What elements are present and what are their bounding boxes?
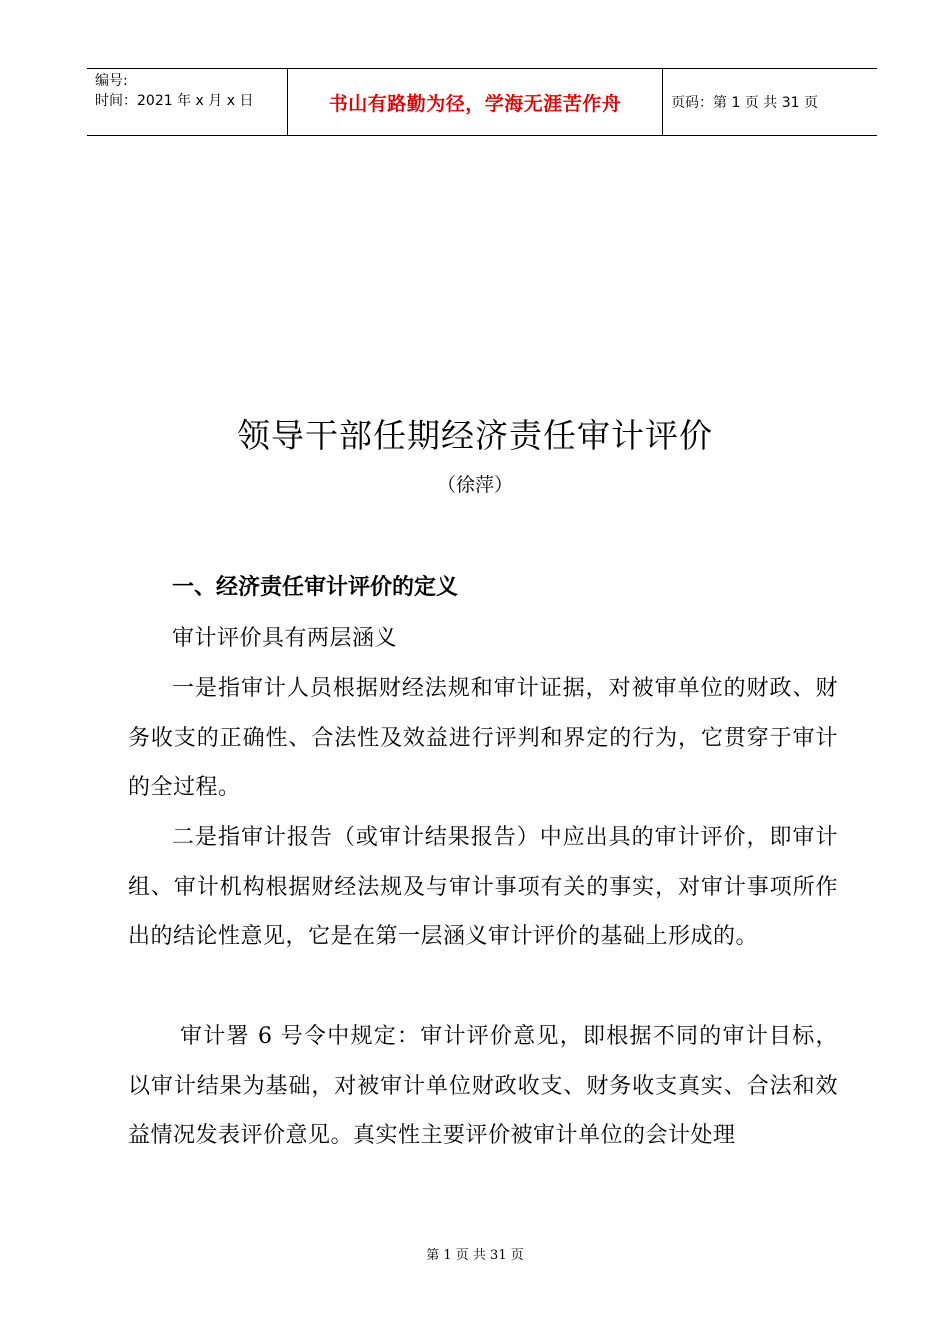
paragraph: 审计署 6 号令中规定：审计评价意见，即根据不同的审计目标，以审计结果为基础，对被审计单位财政收支、财务收支真实、合法和效益情况发表评价意见。真实性主要评价被审计单位的会计处理 (128, 1024, 838, 1148)
document-title: 领导干部任期经济责任审计评价 (237, 416, 713, 455)
time-label: 时间：2021 年 x 月 x 日 (95, 93, 254, 109)
section-heading: 一、经济责任审计评价的定义 (172, 575, 459, 600)
header-page-info: 页码：第 1 页 共 31 页 (671, 95, 818, 111)
number-label: 编号: (95, 73, 128, 89)
paragraph: 审计评价具有两层涵义 (172, 626, 398, 651)
document-author: （徐萍） (436, 474, 513, 496)
header-meta (95, 71, 285, 111)
header-motto: 书山有路勤为径，学海无涯苦作舟 (328, 92, 622, 115)
paragraph: 二是指审计报告（或审计结果报告）中应出具的审计评价，即审计组、审计机构根据财经法规及与审计事项有关的事实，对审计事项所作出的结论性意见，它是在第一层涵义审计评价的基础上形成的。 (128, 825, 838, 949)
document-header (87, 68, 877, 136)
header-divider (662, 69, 663, 135)
page-footer: 第 1 页 共 31 页 (426, 1248, 524, 1263)
paragraph: 一是指审计人员根据财经法规和审计证据，对被审单位的财政、财务收支的正确性、合法性及效益进行评判和界定的行为，它贯穿于审计的全过程。 (128, 676, 838, 800)
